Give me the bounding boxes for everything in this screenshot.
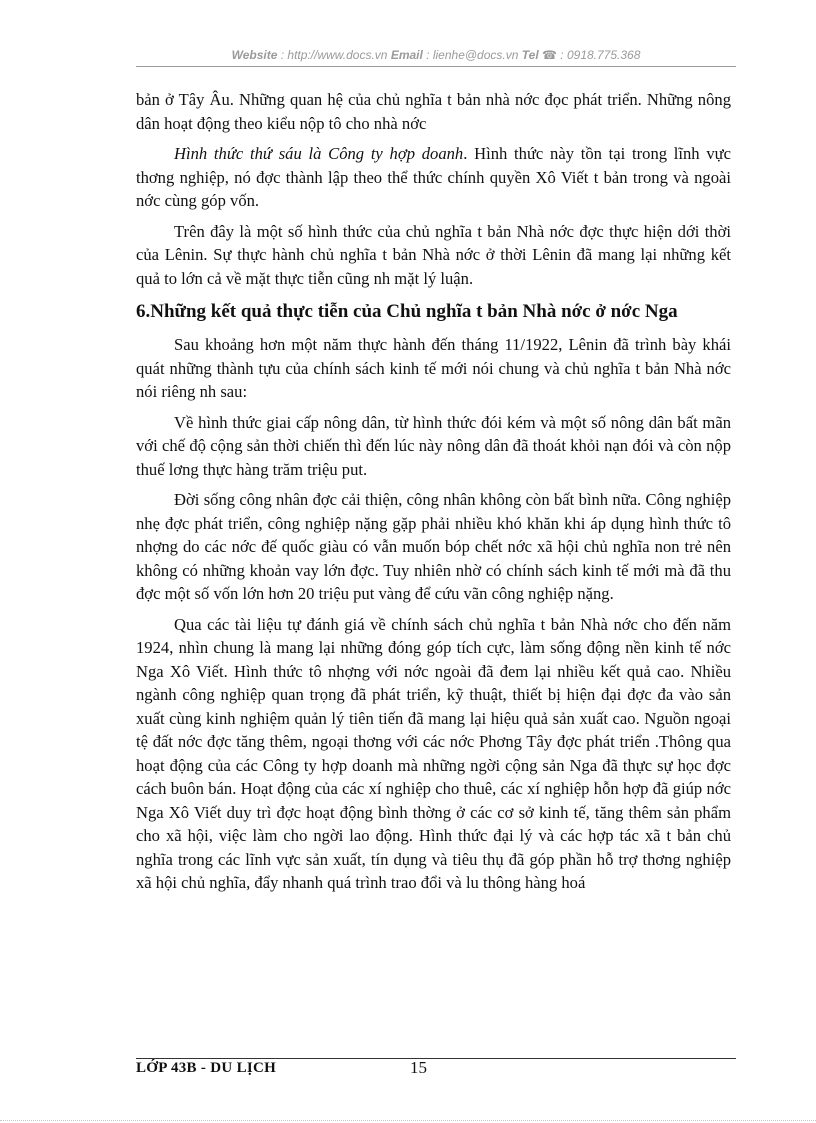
paragraph-continuation: bản ở Tây Âu. Những quan hệ của chủ nghĩa t bản nhà nớc đọc phát triển. Những nông dân hoạt động theo kiểu nộp tô cho nhà nớc (136, 90, 731, 133)
paragraph-workers: Đời sống công nhân đợc cải thiện, công nhân không còn bất bình nữa. Công nghiệp nhẹ đợc phát triển, công nghiệp nặng gặp phải nhiều khó khăn khi áp dụng hình thức tô nhợng do các nớc đế quốc giàu có vẫn muốn bóp chết nớc xã hội chủ nghĩa non trẻ nên không có những khoản vay lớn đợc. Tuy nhiên nhờ có chính sách kinh tế mới mà đã thu đợc một số vốn lớn hơn 20 triệu put vàng để cứu vãn công nghiệp nặng. (136, 490, 731, 603)
paragraph-intro: Sau khoảng hơn một năm thực hành đến tháng 11/1922, Lênin đã trình bày khái quát những thành tựu của chính sách kinh tế mới nói chung và chủ nghĩa t bản Nhà nớc nói riêng nh sau: (136, 335, 731, 401)
page-header (136, 48, 736, 62)
website-sep: : (277, 48, 288, 62)
email-sep: : (422, 48, 433, 62)
phone-number: 0918.775.368 (566, 48, 641, 62)
phone-icon: ☎ : (538, 48, 567, 62)
footer-divider (136, 1058, 736, 1059)
tel-label: Tel (521, 48, 539, 62)
email-label: Email (390, 48, 423, 62)
page-bottom-border (0, 1120, 816, 1121)
page-body (136, 88, 731, 902)
header-divider (136, 66, 736, 67)
footer-class-label: LỚP 43B - DU LỊCH (136, 1060, 277, 1076)
paragraph-form-six-rest: . Hình thức này tồn tại trong lĩnh vực thơng nghiệp, nó đợc thành lập theo thể thức chính quyền Xô Viết t bản trong và ngoài nớc cùng góp vốn. (136, 144, 731, 210)
paragraph-form-six (136, 142, 731, 213)
section-heading: 6.Những kết quả thực tiễn của Chủ nghĩa t bản Nhà nớc ở nớc Nga (136, 301, 678, 322)
page-number: 15 (410, 1058, 427, 1077)
paragraph-evaluation: Qua các tài liệu tự đánh giá về chính sách chủ nghĩa t bản Nhà nớc cho đến năm 1924, nhìn chung là mang lại những đóng góp tích cực, làm sống động nền kinh tế nớc Nga Xô Viết. Hình thức tô nhợng với nớc ngoài đã đem lại nhiều kết quả cao. Nhiều ngành công nghiệp quan trọng đã phát triển, kỹ thuật, thiết bị hiện đại đợc đa vào sản xuất cùng kinh nghiệm quản lý tiên tiến đã mang lại hiệu quả sản xuất cao. Nguồn ngoại tệ đất nớc đợc tăng thêm, ngoại thơng với các nớc Phơng Tây đợc phát triển .Thông qua hoạt động của các Công ty hợp doanh mà những ngời cộng sản Nga đã thực sự học đợc cách buôn bán. Hoạt động của các xí nghiệp cho thuê, các xí nghiệp hỗn hợp đã giúp nớc Nga Xô Viết duy trì đợc hoạt động bình thờng ở các cơ sở kinh tế, tăng thêm sản phẩm cho xã hội, việc làm cho ngời lao động. Hình thức đại lý và các hợp tác xã t bản chủ nghĩa trong các lĩnh vực sản xuất, tín dụng và tiêu thụ đã góp phần hỗ trợ thơng nghiệp xã hội chủ nghĩa, đẩy nhanh quá trình trao đổi và lu thông hàng hoá (136, 614, 731, 892)
website-url[interactable]: http://www.docs.vn (287, 48, 388, 62)
paragraph-peasants: Về hình thức giai cấp nông dân, từ hình thức đói kém và một số nông dân bất mãn với chế độ cộng sản thời chiến thì đến lúc này nông dân đã thoát khỏi nạn đói và còn nộp thuế lơng thực hàng trăm triệu put. (136, 412, 731, 479)
email-address[interactable]: lienhe@docs.vn (432, 48, 519, 62)
paragraph-form-six-lead: Hình thức thứ sáu là Công ty hợp doanh (174, 144, 464, 163)
paragraph-summary: Trên đây là một số hình thức của chủ nghĩa t bản Nhà nớc đợc thực hiện dới thời của Lênin. Sự thực hành chủ nghĩa t bản Nhà nớc ở thời Lênin đã mang lại những kết quả to lớn cả về mặt thực tiễn cũng nh mặt lý luận. (136, 221, 731, 288)
website-label: Website (231, 48, 278, 62)
